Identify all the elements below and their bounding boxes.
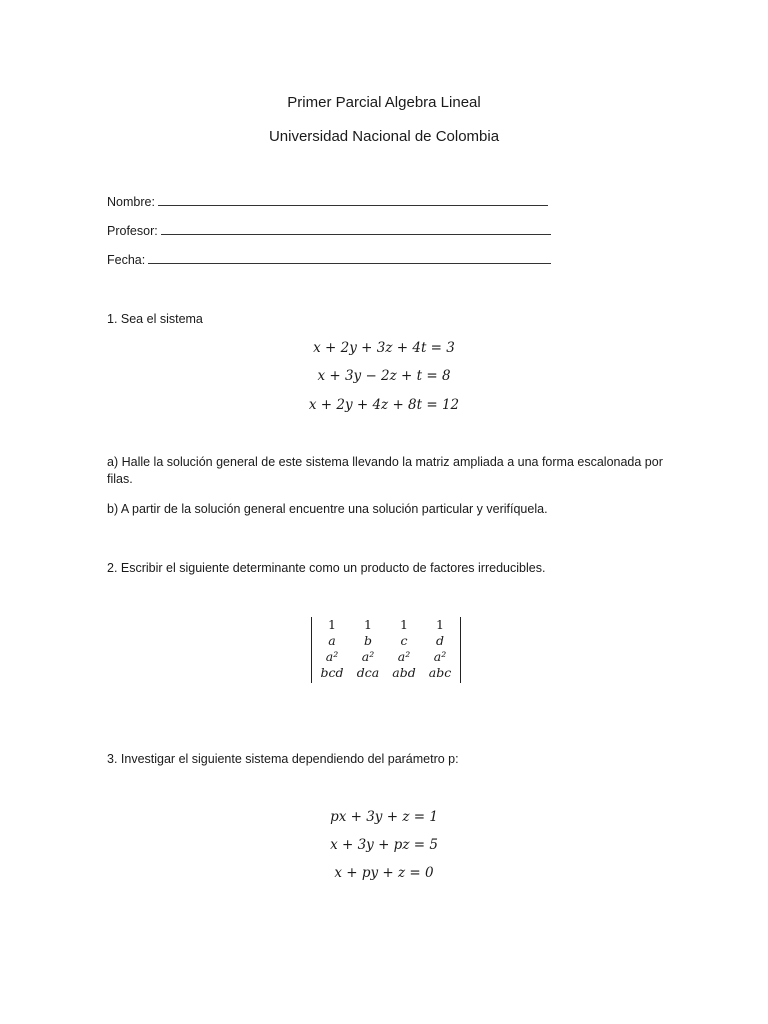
q1-part-a: a) Halle la solución general de este sistema llevando la matriz ampliada a una forma escalonada por filas.: [107, 455, 663, 486]
matrix-cell: a: [328, 633, 336, 648]
matrix-cell: a²: [397, 649, 411, 664]
matrix-cell: c: [400, 633, 408, 648]
matrix-row: [314, 649, 458, 665]
matrix-cell: dca: [356, 665, 380, 680]
nombre-label: Nombre:: [107, 195, 155, 209]
matrix-cell: bcd: [320, 665, 344, 680]
q3-equation-1: px + 3y + z = 1: [330, 809, 438, 825]
matrix-cell: 1: [436, 617, 444, 632]
matrix-cell: b: [363, 633, 372, 648]
matrix-row: [314, 633, 458, 649]
fecha-label: Fecha:: [107, 253, 146, 267]
q3-intro: 3. Investigar el siguiente sistema dependiendo del parámetro p:: [107, 752, 459, 766]
profesor-blank-line[interactable]: [161, 223, 551, 235]
q2-intro: 2. Escribir el siguiente determinante como un producto de factores irreducibles.: [107, 561, 546, 575]
q1-equation-3: x + 2y + 4z + 8t = 12: [308, 397, 460, 413]
fecha-field[interactable]: [107, 252, 551, 267]
q1-equation-1: x + 2y + 3z + 4t = 3: [313, 340, 455, 356]
matrix-row: [314, 665, 458, 681]
nombre-blank-line[interactable]: [158, 194, 548, 206]
matrix-cell: abc: [428, 665, 452, 680]
determinant-matrix: [314, 617, 458, 681]
university-name: Universidad Nacional de Colombia: [268, 128, 500, 145]
fecha-blank-line[interactable]: [148, 252, 551, 264]
q1-part-b: b) A partir de la solución general encuentre una solución particular y verifíquela.: [107, 502, 548, 516]
q1-equation-2: x + 3y − 2z + t = 8: [317, 368, 451, 384]
matrix-cell: a²: [325, 649, 339, 664]
matrix-cell: 1: [364, 617, 372, 632]
q1-intro: 1. Sea el sistema: [107, 312, 203, 326]
nombre-field[interactable]: [107, 194, 548, 209]
matrix-cell: a²: [361, 649, 375, 664]
q3-equation-3: x + py + z = 0: [334, 865, 434, 881]
exam-title: Primer Parcial Algebra Lineal: [287, 94, 481, 111]
matrix-cell: d: [435, 633, 444, 648]
determinant: [311, 617, 461, 683]
matrix-cell: 1: [328, 617, 336, 632]
profesor-label: Profesor:: [107, 224, 158, 238]
profesor-field[interactable]: [107, 223, 551, 238]
matrix-cell: abd: [392, 665, 416, 680]
matrix-cell: 1: [400, 617, 408, 632]
matrix-row: [314, 617, 458, 633]
matrix-cell: a²: [433, 649, 447, 664]
q3-equation-2: x + 3y + pz = 5: [330, 837, 438, 853]
